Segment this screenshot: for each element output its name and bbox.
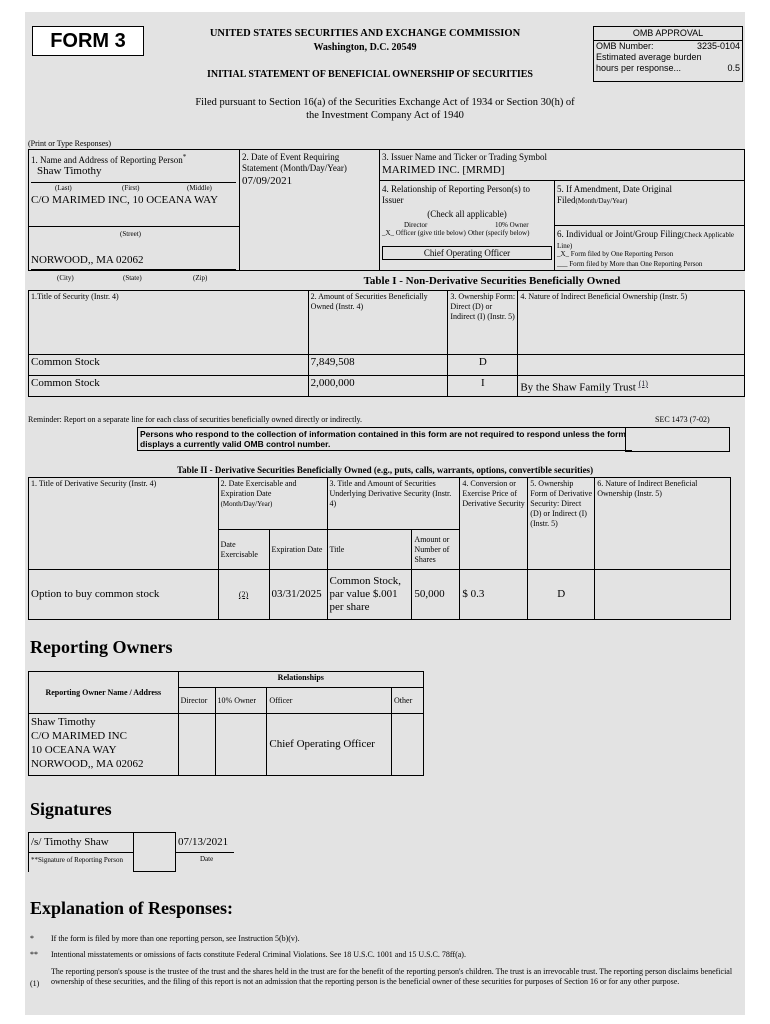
signature-date: 07/13/2021 [178,836,229,848]
table1 [28,290,745,397]
explanation-text-1: If the form is filed by more than one reporting person, see Instruction 5(b)(v). [51,934,300,943]
label-middle: (Middle) [187,184,212,192]
signature-gap-box [133,832,176,872]
table2-col5: 5. Ownership Form of Derivative Security: Direct (D) or Indirect (I) (Instr. 5) [528,478,595,570]
sub-expiration: Expiration Date [269,530,327,570]
box1-label: 1. Name and Address of Reporting Person* [31,153,187,165]
officer-title: Chief Operating Officer [382,246,552,260]
filed-pursuant-line1: Filed pursuant to Section 16(a) of the Securities Exchange Act of 1934 or Section 30(h) of [195,97,575,108]
table2-col2: 2. Date Exercisable and Expiration Date (Month/Day/Year) [218,478,327,530]
label-street: (Street) [120,230,141,238]
omb-title: OMB APPROVAL [594,27,742,41]
issuer-name: MARIMED INC. [MRMD] [382,164,505,176]
owner-name-address: Shaw Timothy C/O MARIMED INC 10 OCEANA WAY NORWOOD,, MA 02062 [29,714,179,776]
rel-col-officer: Officer [267,688,392,714]
table2-col6: 6. Nature of Indirect Beneficial Ownership (Instr. 5) [595,478,731,570]
signatures-heading: Signatures [30,799,112,819]
box6-label: 6. Individual or Joint/Group Filing(Check Applicable Line) [557,229,735,250]
explanation-mark-3: (1) [30,979,40,988]
nature-text: By the Shaw Family Trust [520,381,636,394]
table-row: Option to buy common stock (2) 03/31/2025 Common Stock, par value $.001 per share 50,000 $ 0.3 D [29,570,731,620]
box4-label: 4. Relationship of Reporting Person(s) to Issuer [382,184,530,205]
table2-col3: 3. Title and Amount of Securities Underlying Derivative Security (Instr. 4) [327,478,460,530]
table1-col2: 2. Amount of Securities Beneficially Owned (Instr. 4) [308,291,448,355]
reporting-person-city: NORWOOD,, MA 02062 [31,254,144,266]
box5-label: 5. If Amendment, Date Original Filed(Month/Day/Year) [557,184,672,205]
explanation-text-3: The reporting person's spouse is the trustee of the trust and the shares held in the trust are for the benefit of the reporting person's children. The trust is an irrevocable trust. The reporting person disclaims beneficial ownership of these securities, and the filing of this report is not an admission that the reporting person is the beneficial owner of these securities for purposes of Section 16 or for any other purpose. [51,967,733,986]
table1-col1: 1.Title of Security (Instr. 4) [29,291,309,355]
agency-name: UNITED STATES SECURITIES AND EXCHANGE COMMISSION [209,28,521,39]
table-row [29,714,424,776]
form-page [25,12,745,1015]
explanation-text-2: Intentional misstatements or omissions of facts constitute Federal Criminal Violations. See 18 U.S.C. 1001 and 15 U.S.C. 78ff(a). [51,950,466,959]
omb-hours-value: 0.5 [727,63,740,73]
rel-ten-pct: 10% Owner [495,221,529,229]
check-all-applicable: (Check all applicable) [427,209,507,219]
filing-more: ___ Form filed by More than One Reporting Person [557,260,703,268]
owner-officer-title: Chief Operating Officer [267,714,392,776]
box2-label: 2. Date of Event Requiring Statement (Month/Day/Year) [242,152,347,173]
omb-hours-row [594,63,742,74]
persons-notice-box [625,427,730,452]
box3-label: 3. Issuer Name and Ticker or Trading Symbol [382,152,547,162]
signature-value: /s/ Timothy Shaw [31,836,109,848]
table2-col4: 4. Conversion or Exercise Price of Derivative Security [460,478,528,570]
date-label: Date [200,855,214,863]
table2-title: Table II - Derivative Securities Beneficially Owned (e.g., puts, calls, warrants, options, convertible securities) [176,465,594,475]
agency-city: Washington, D.C. 20549 [313,42,417,53]
rel-officer: _X_ Officer (give title below) [382,229,466,237]
print-type-note: (Print or Type Responses) [28,139,112,148]
label-state: (State) [123,274,142,282]
reporting-owners-table [28,671,424,776]
reporting-owners-heading: Reporting Owners [30,637,173,657]
relationships-header: Relationships [178,672,423,688]
omb-burden: Estimated average burden [596,52,702,62]
reporting-person-address: C/O MARIMED INC, 10 OCEANA WAY [31,194,219,206]
omb-number: 3235-0104 [696,41,740,51]
explanation-mark-1: * [30,934,34,943]
table2-col1: 1. Title of Derivative Security (Instr. 4) [29,478,219,570]
explanation-heading: Explanation of Responses: [30,898,234,918]
table2 [28,477,731,620]
reminder-text: Reminder: Report on a separate line for each class of securities beneficially owned directly or indirectly. [28,415,363,424]
persons-notice: Persons who respond to the collection of information contained in this form are not required to respond unless the form displays a currently valid OMB control number. [137,427,632,451]
sec-number: SEC 1473 (7-02) [655,415,710,424]
omb-box [593,26,743,82]
filed-pursuant-line2: the Investment Company Act of 1940 [306,110,464,121]
sub-title: Title [327,530,412,570]
form-label: FORM 3 [32,26,144,56]
filing-one: _X_ Form filed by One Reporting Person [557,250,674,258]
table-row: Common Stock 2,000,000 I By the Shaw Family Trust $^{(1)}$ [29,376,745,397]
sub-date-exercisable: Date Exercisable [218,530,269,570]
omb-number-row [594,41,742,52]
rel-director: Director [404,221,428,229]
label-city: (City) [57,274,74,282]
table1-col3: 3. Ownership Form: Direct (D) or Indirect (I) (Instr. 5) [448,291,518,355]
label-zip: (Zip) [193,274,208,282]
event-date: 07/09/2021 [242,175,293,187]
signature-label: **Signature of Reporting Person [31,856,123,864]
table1-col4: 4. Nature of Indirect Beneficial Ownership (Instr. 5) [518,291,745,355]
table1-title: Table I - Non-Derivative Securities Beneficially Owned [363,275,621,287]
label-last: (Last) [55,184,72,192]
form-title: INITIAL STATEMENT OF BENEFICIAL OWNERSHIP OF SECURITIES [206,69,533,80]
rel-col-other: Other [392,688,424,714]
explanation-mark-2: ** [30,950,38,959]
rel-other: Other (specify below) [468,229,530,237]
rel-col-director: Director [178,688,215,714]
sub-amount: Amount or Number of Shares [412,530,460,570]
rel-col-ten-pct: 10% Owner [215,688,267,714]
label-first: (First) [122,184,140,192]
footnote-1-link[interactable]: (1) [638,379,648,388]
omb-hours-label: hours per response... [596,63,682,73]
reporting-person-name: Shaw Timothy [37,165,102,177]
table-row: Common Stock 7,849,508 D [29,355,745,376]
footnote-2-link[interactable]: (2) [218,570,269,620]
owner-name-header: Reporting Owner Name / Address [29,672,179,714]
omb-number-label: OMB Number: [596,41,654,51]
